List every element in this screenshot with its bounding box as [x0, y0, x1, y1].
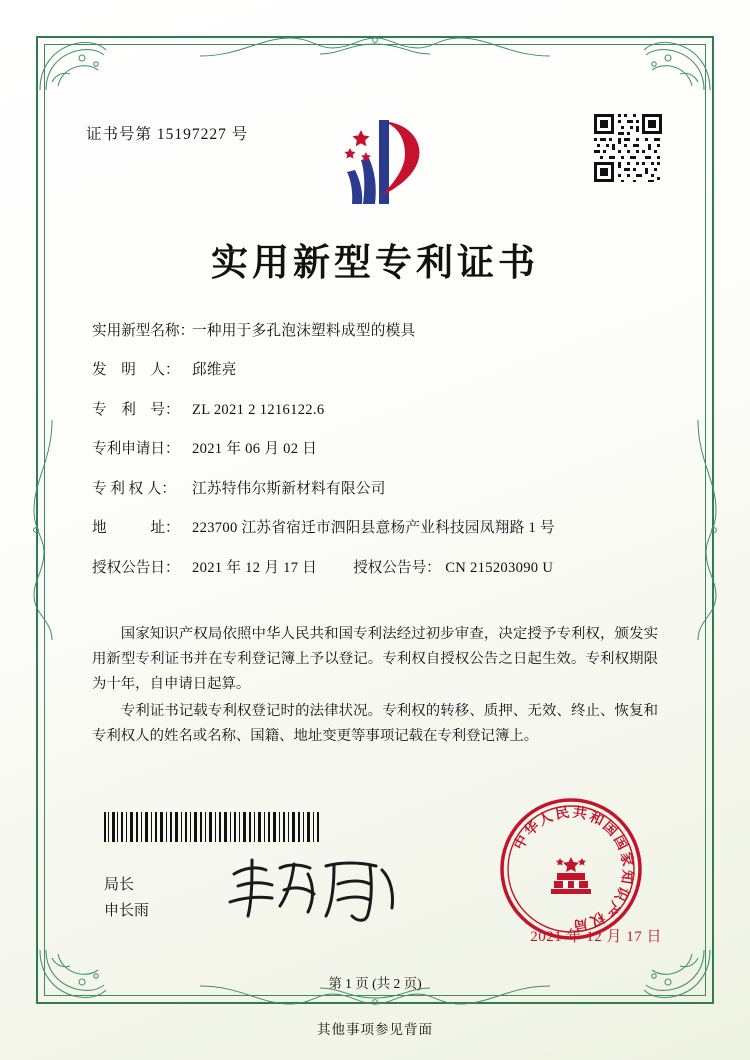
legal-paragraph-2: 专利证书记载专利权登记时的法律状况。专利权的转移、质押、无效、终止、恢复和专利权人的姓名或名称、国籍、地址变更等事项记载在专利登记簿上。 [92, 703, 658, 744]
field-label: 专 利 号： [92, 401, 180, 418]
svg-text:共: 共 [571, 804, 588, 823]
field-label: 专利申请日： [92, 441, 180, 458]
left-edge-ornament-icon [30, 420, 56, 640]
svg-text:权: 权 [587, 908, 608, 929]
handwritten-signature-icon [222, 852, 412, 928]
field-value: 一种用于多孔泡沫塑料成型的模具 [192, 323, 416, 339]
signature-labels [104, 872, 149, 924]
field-value: 2021 年 06 月 02 日 [192, 441, 318, 458]
corner-ornament-icon [38, 38, 112, 92]
field-value-grant-no: CN 215203090 U [445, 559, 554, 576]
field-row-patentee [92, 480, 662, 499]
svg-text:识: 识 [611, 883, 632, 904]
footer-note: 其他事项参见背面 [317, 1022, 433, 1037]
field-label: 地 址： [92, 520, 180, 537]
svg-text:和: 和 [586, 808, 607, 830]
field-label-grant-no: 授权公告号： [353, 559, 441, 576]
field-value: 223700 江苏省宿迁市泗阳县意杨产业科技园凤翔路 1 号 [192, 520, 555, 537]
field-label: 专 利 权 人： [92, 480, 176, 497]
top-edge-ornament-icon [200, 34, 550, 60]
field-row-grant-announcement [92, 559, 662, 578]
svg-text:国: 国 [610, 832, 631, 853]
corner-ornament-icon [638, 38, 712, 92]
svg-text:中: 中 [511, 832, 532, 853]
page-number: 第 1 页 (共 2 页) [328, 976, 422, 991]
field-label-grant-date: 授权公告日： [92, 559, 180, 576]
legal-text [92, 622, 658, 751]
field-value: ZL 2021 2 1216122.6 [192, 401, 325, 418]
field-label: 实用新型名称： [92, 323, 195, 339]
field-row-name [92, 322, 662, 341]
svg-text:产: 产 [600, 897, 622, 919]
svg-text:知: 知 [617, 868, 636, 885]
svg-text:华: 华 [521, 818, 543, 840]
field-value-grant-date: 2021 年 12 月 17 日 [192, 559, 318, 576]
qr-code-icon [592, 112, 664, 184]
field-row-inventor [92, 361, 662, 380]
field-value: 邱维亮 [192, 362, 237, 379]
svg-text:局: 局 [572, 915, 590, 934]
svg-text:家: 家 [617, 850, 636, 868]
svg-text:国: 国 [599, 818, 621, 840]
seal-date: 2021 年 12 月 17 日 [530, 929, 662, 945]
field-row-application-date [92, 440, 662, 459]
field-row-patent-no [92, 401, 662, 420]
field-row-address [92, 519, 662, 538]
svg-text:人: 人 [535, 808, 556, 830]
certificate-number: 证书号第 15197227 号 [86, 126, 249, 143]
barcode [104, 812, 320, 842]
field-value: 江苏特伟尔斯新材料有限公司 [192, 480, 386, 497]
legal-paragraph-1: 国家知识产权局依照中华人民共和国专利法经过初步审查，决定授予专利权，颁发实用新型专利证书并在专利登记簿上予以登记。专利权自授权公告之日起生效。专利权期限为十年，自申请日起算。 [92, 626, 658, 692]
field-list [92, 322, 662, 598]
page-title: 实用新型专利证书 [211, 240, 539, 284]
right-edge-ornament-icon [694, 420, 720, 640]
field-label: 发 明 人： [92, 362, 180, 379]
signature-role-label: 局长 [104, 877, 135, 893]
cnipa-logo-icon [325, 112, 430, 212]
signature-name-label: 申长雨 [104, 903, 150, 919]
svg-text:民: 民 [554, 804, 571, 823]
official-seal [497, 795, 645, 943]
